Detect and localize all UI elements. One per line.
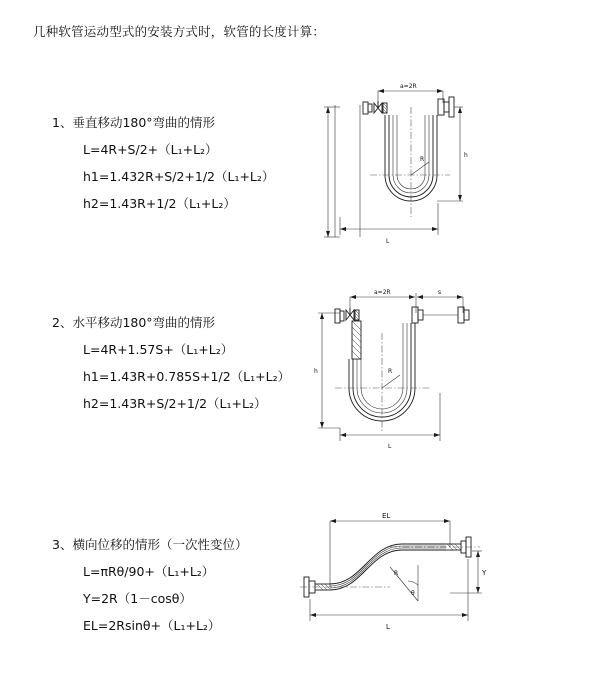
svg-text:h: h: [464, 152, 468, 159]
svg-text:L: L: [386, 238, 390, 245]
svg-text:a=2R: a=2R: [400, 83, 417, 90]
section-3: [0, 505, 600, 655]
formula-1-2: h1=1.432R+S/2+1/2（L₁+L₂）: [83, 169, 275, 184]
svg-text:EL: EL: [382, 512, 391, 520]
section-heading-3: 3、横向位移的情形（一次性变位）: [52, 537, 248, 552]
svg-text:Y: Y: [482, 569, 487, 577]
svg-text:s: s: [438, 289, 442, 296]
formula-block-1: [52, 113, 287, 212]
formula-3-2: Y=2R（1－cosθ）: [83, 591, 192, 606]
section-heading-1: 1、垂直移动180°弯曲的情形: [52, 115, 216, 130]
formula-2-1: L=4R+1.57S+（L₁+L₂）: [83, 342, 234, 357]
svg-text:R: R: [388, 368, 393, 375]
formula-1-1: L=4R+S/2+（L₁+L₂）: [83, 142, 218, 157]
svg-text:θ: θ: [411, 590, 415, 597]
page-title: 几种软管运动型式的安装方式时，软管的长度计算：: [33, 24, 326, 39]
svg-text:L: L: [388, 443, 392, 450]
figure-vertical-180: [300, 77, 485, 262]
svg-text:a=2R: a=2R: [374, 289, 391, 296]
figure-lateral-offset: [290, 505, 490, 645]
figure-horizontal-180: [300, 283, 490, 458]
formula-block-3: [52, 535, 287, 634]
formula-1-3: h2=1.43R+1/2（L₁+L₂）: [83, 196, 236, 211]
svg-text:h: h: [314, 368, 318, 375]
svg-text:L: L: [386, 623, 390, 631]
section-heading-2: 2、水平移动180°弯曲的情形: [52, 315, 216, 330]
section-1: [0, 75, 600, 260]
formula-3-3: EL=2Rsinθ+（L₁+L₂）: [83, 618, 221, 633]
formula-3-1: L=πRθ/90+（L₁+L₂）: [83, 564, 215, 579]
formula-2-2: h1=1.43R+0.785S+1/2（L₁+L₂）: [83, 369, 291, 384]
formula-2-3: h2=1.43R+S/2+1/2（L₁+L₂）: [83, 396, 267, 411]
svg-text:R: R: [394, 570, 399, 577]
section-2: [0, 275, 600, 460]
svg-text:R: R: [420, 156, 425, 163]
formula-block-2: [52, 313, 291, 412]
